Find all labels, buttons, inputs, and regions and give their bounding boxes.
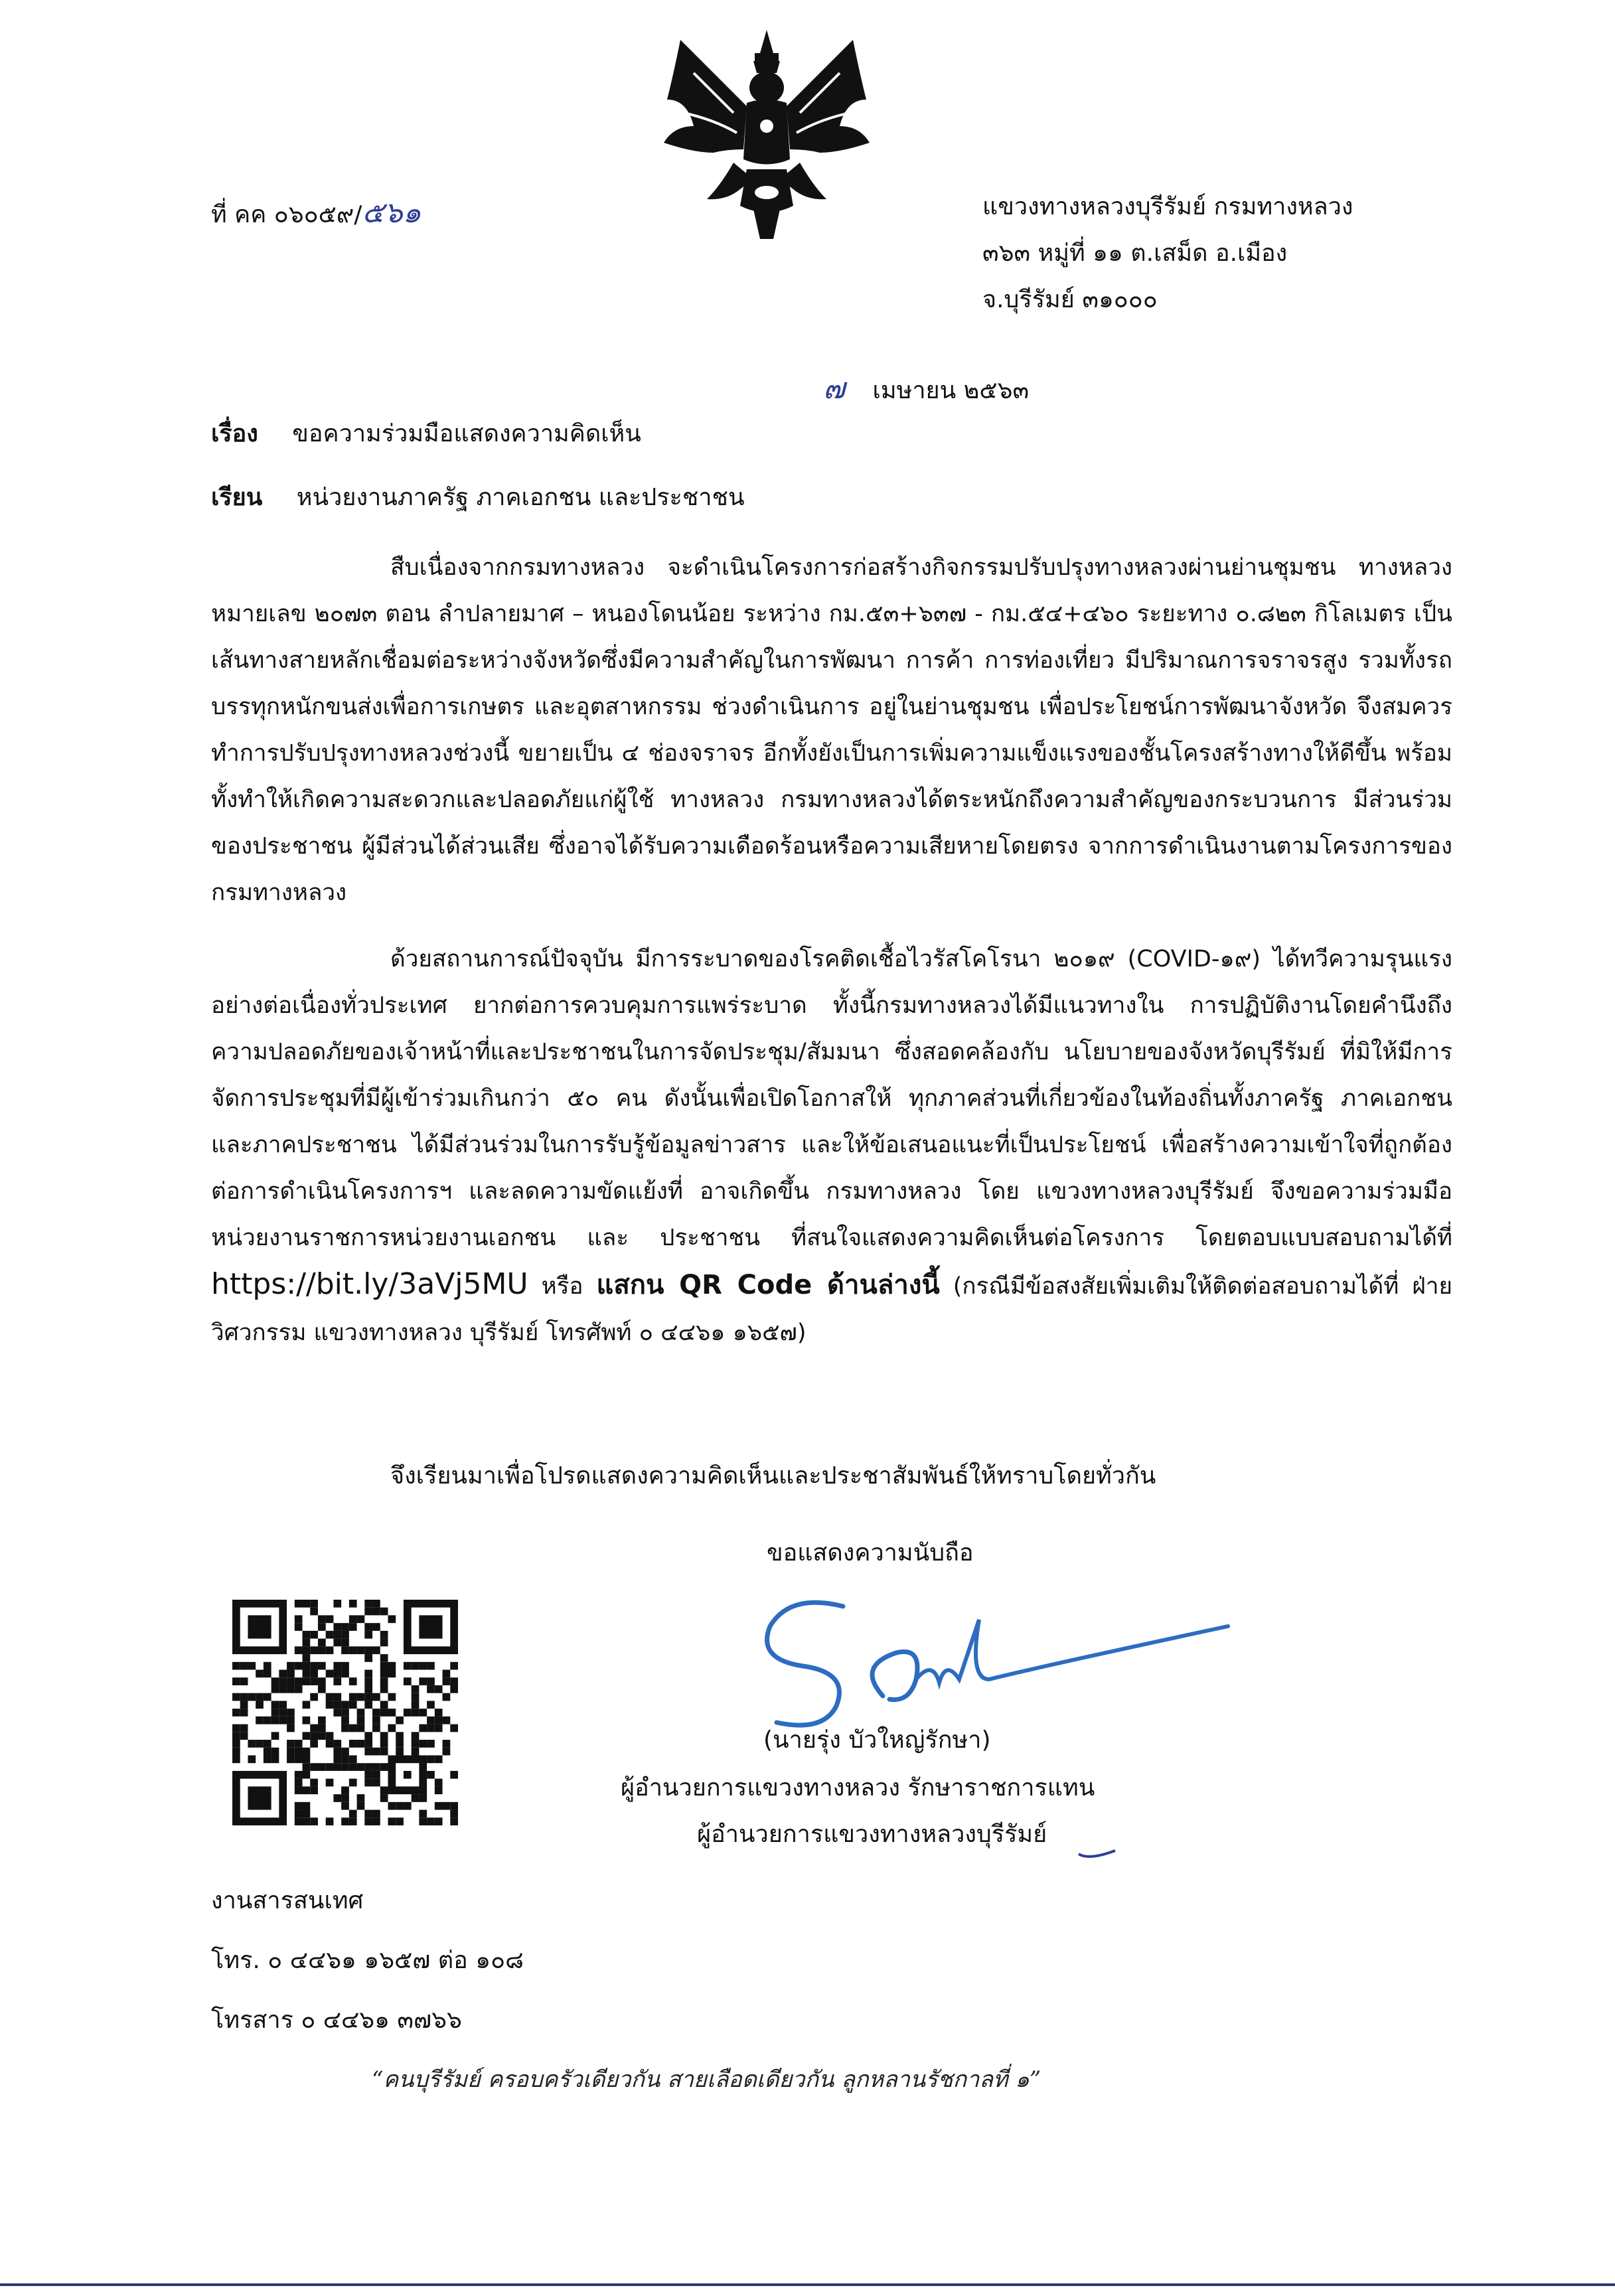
qr-code-icon[interactable] bbox=[232, 1600, 458, 1825]
signer-title-2: ผู้อำนวยการแขวงทางหลวงบุรีรัมย์ bbox=[697, 1821, 1047, 1848]
subject-line bbox=[211, 420, 641, 448]
initial-mark bbox=[1075, 1837, 1122, 1864]
sender-address-line-3: จ.บุรีรัมย์ ๓๑๐๐๐ bbox=[982, 286, 1158, 313]
recipient-line bbox=[211, 483, 745, 512]
subject-text: ขอความร่วมมือแสดงความคิดเห็น bbox=[292, 420, 641, 447]
sender-address-line-2: ๓๖๓ หมู่ที่ ๑๑ ต.เสม็ด อ.เมือง bbox=[982, 240, 1288, 267]
or-text: หรือ bbox=[541, 1273, 583, 1300]
body-paragraph-2: ด้วยสถานการณ์ปัจจุบัน มีการระบาดของโรคติดเชื้อไวรัสโคโรนา ๒๐๑๙ (COVID-๑๙) ได้ทวีความรุนแรงอย่างต่อเนื่องทั่วประเทศ ยากต่อการควบคุมการแพร่ระบาด ทั้งนี้กรมทางหลวงได้มีแนวทางใน การปฏิบัติงานโดยคำนึงถึงความปลอดภัยของเจ้าหน้าที่และประชาชนในการจัดประชุม/สัมมนา ซึ่งสอดคล้องกับ นโยบายของจังหวัดบุรีรัมย์ ที่มิให้มีการจัดการประชุมที่มีผู้เข้าร่วมเกินกว่า ๕๐ คน ดังนั้นเพื่อเปิดโอกาสให้ ทุกภาคส่วนที่เกี่ยวข้องในท้องถิ่นทั้งภาครัฐ ภาคเอกชน และภาคประชาชน ได้มีส่วนร่วมในการรับรู้ข้อมูลข่าวสาร และให้ข้อเสนอแนะที่เป็นประโยชน์ เพื่อสร้างความเข้าใจที่ถูกต้องต่อการดำเนินโครงการฯ และลดความขัดแย้งที่ อาจเกิดขึ้น กรมทางหลวง โดย แขวงทางหลวงบุรีรัมย์ จึงขอความร่วมมือหน่วยงานราชการหน่วยงานเอกชน และ ประชาชน ที่สนใจแสดงความคิดเห็นต่อโครงการ โดยตอบแบบสอบถามได้ที่ https://bit.ly/3aVj5MU หรือ แสกน QR Code ด้านล่างนี้ (กรณีมีข้อสงสัยเพิ่มเติมให้ติดต่อสอบถามได้ที่ ฝ่ายวิศวกรรม แขวงทางหลวง บุรีรัมย์ โทรศัพท์ ๐ ๔๔๖๑ ๑๖๕๗) bbox=[211, 946, 1452, 1346]
recipient-label: เรียน bbox=[211, 484, 263, 511]
closing-salutation: ขอแสดงความนับถือ bbox=[767, 1539, 974, 1567]
survey-link[interactable]: https://bit.ly/3aVj5MU bbox=[211, 1267, 528, 1301]
garuda-emblem-icon bbox=[654, 27, 880, 246]
contact-fax: โทรสาร ๐ ๔๔๖๑ ๓๗๖๖ bbox=[211, 2007, 462, 2034]
body-paragraph-3: จึงเรียนมาเพื่อโปรดแสดงความคิดเห็นและประชาสัมพันธ์ให้ทราบโดยทั่วกัน bbox=[390, 1462, 1156, 1490]
contact-department: งานสารสนเทศ bbox=[211, 1887, 364, 1914]
signer-name: (นายรุ่ง บัวใหญ่รักษา) bbox=[763, 1726, 991, 1754]
recipient-text: หน่วยงานภาครัฐ ภาคเอกชน และประชาชน bbox=[296, 484, 745, 511]
ref-number-handwritten: ๕๖๑ bbox=[362, 196, 422, 230]
sender-address-line-1: แขวงทางหลวงบุรีรัมย์ กรมทางหลวง bbox=[982, 193, 1353, 220]
subject-label: เรื่อง bbox=[211, 420, 258, 447]
document-date bbox=[823, 372, 1029, 407]
signature-mark bbox=[750, 1580, 1241, 1739]
body-paragraph-1: สืบเนื่องจากกรมทางหลวง จะดำเนินโครงการก่อสร้างกิจกรรมปรับปรุงทางหลวงผ่านย่านชุมชน ทางหลวงหมายเลข ๒๐๗๓ ตอน ลำปลายมาศ – หนองโดนน้อย ระหว่าง กม.๕๓+๖๓๗ - กม.๕๔+๔๖๐ ระยะทาง ๐.๘๒๓ กิโลเมตร เป็นเส้นทางสายหลักเชื่อมต่อระหว่างจังหวัดซึ่งมีความสำคัญในการพัฒนา การค้า การท่องเที่ยว มีปริมาณการจราจรสูง รวมทั้งรถบรรทุกหนักขนส่งเพื่อการเกษตร และอุตสาหกรรม ช่วงดำเนินการ อยู่ในย่านชุมชน เพื่อประโยชน์การพัฒนาจังหวัด จึงสมควรทำการปรับปรุงทางหลวงช่วงนี้ ขยายเป็น ๔ ช่องจราจร อีกทั้งยังเป็นการเพิ่มความแข็งแรงของชั้นโครงสร้างทางให้ดีขึ้น พร้อมทั้งทำให้เกิดความสะดวกและปลอดภัยแก่ผู้ใช้ ทางหลวง กรมทางหลวงได้ตระหนักถึงความสำคัญของกระบวนการ มีส่วนร่วมของประชาชน ผู้มีส่วนได้ส่วนเสีย ซึ่งอาจได้รับความเดือดร้อนหรือความเสียหายโดยตรง จากการดำเนินงานตามโครงการของกรมทางหลวง bbox=[211, 554, 1452, 906]
bottom-rule bbox=[0, 2283, 1615, 2286]
contact-note: (กรณีมีข้อสงสัยเพิ่มเติมให้ติดต่อสอบถามได้ที่ ฝ่ายวิศวกรรม แขวงทางหลวง บุรีรัมย์ โทรศัพท์ ๐ ๔๔๖๑ ๑๖๕๗) bbox=[211, 1273, 1452, 1346]
footer-slogan: “คนบุรีรัมย์ ครอบครัวเดียวกัน สายเลือดเดียวกัน ลูกหลานรัชกาลที่ ๑” bbox=[372, 2066, 1041, 2093]
document-ref bbox=[211, 196, 422, 231]
scan-qr-instruction: แสกน QR Code ด้านล่างนี้ bbox=[596, 1270, 940, 1300]
signer-title-1: ผู้อำนวยการแขวงทางหลวง รักษาราชการแทน bbox=[621, 1774, 1095, 1801]
date-month-year: เมษายน ๒๕๖๓ bbox=[872, 377, 1030, 404]
contact-telephone: โทร. ๐ ๔๔๖๑ ๑๖๕๗ ต่อ ๑๐๘ bbox=[211, 1947, 524, 1974]
date-day-handwritten: ๗ bbox=[823, 372, 846, 406]
ref-label: ที่ คค ๐๖๐๕๙/ bbox=[211, 201, 362, 228]
